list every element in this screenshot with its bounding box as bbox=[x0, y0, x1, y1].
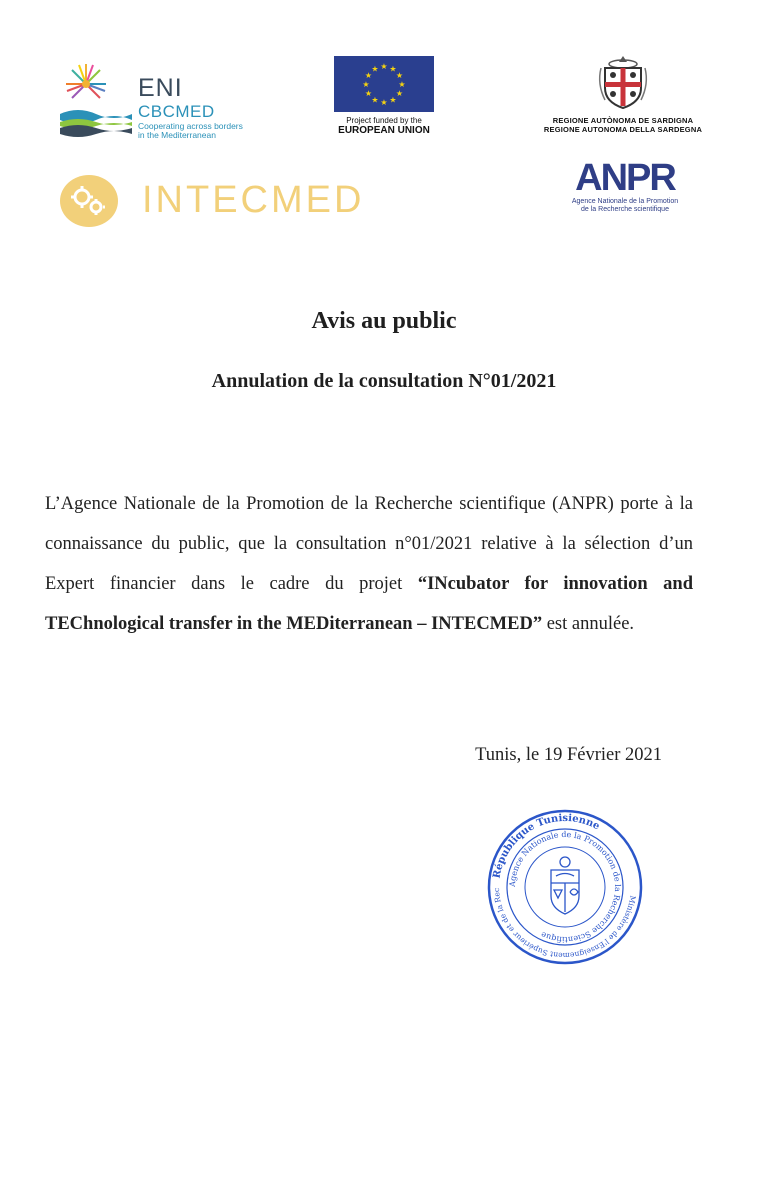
project-name: “INcubator for innovation and TEChnological transfer in the MEDiterranean – INTECMED” bbox=[45, 574, 693, 634]
eni-cbcmed-logo bbox=[60, 60, 260, 145]
eu-logo bbox=[330, 56, 438, 142]
eni-subtitle: CBCMED bbox=[138, 102, 215, 121]
eni-tagline-1: Cooperating across borders bbox=[138, 121, 243, 131]
svg-text:★: ★ bbox=[389, 64, 397, 74]
svg-text:★: ★ bbox=[364, 89, 373, 98]
notice-body bbox=[45, 484, 693, 644]
svg-text:★: ★ bbox=[389, 95, 397, 105]
sardegna-crest-icon bbox=[595, 54, 651, 110]
eu-flag-icon bbox=[334, 56, 434, 112]
notice-date: Tunis, le 19 Février 2021 bbox=[475, 745, 662, 765]
eu-caption-1: Project funded by the bbox=[346, 116, 422, 125]
anpr-subtitle-1: Agence Nationale de la Promotion bbox=[571, 198, 679, 205]
svg-text:★: ★ bbox=[398, 80, 406, 89]
sardegna-logo bbox=[528, 54, 718, 140]
eni-tagline-2: in the Mediterranean bbox=[138, 130, 216, 140]
coat-of-arms-icon bbox=[551, 857, 579, 914]
anpr-mark: ANPR bbox=[575, 157, 675, 199]
stamp-inner-ring: Agence Nationale de la Promotion de la Recherche Scientifique bbox=[507, 829, 623, 945]
anpr-logo bbox=[560, 158, 690, 224]
svg-text:★: ★ bbox=[380, 98, 388, 107]
svg-text:★: ★ bbox=[362, 80, 370, 89]
notice-subtitle: Annulation de la consultation N°01/2021 bbox=[211, 370, 557, 392]
stamp-outer-text bbox=[492, 813, 602, 879]
svg-text:★: ★ bbox=[395, 71, 404, 80]
stamp-outer-bottom: Ministère de l'Enseignement Supérieur et de la Rec bbox=[491, 887, 638, 961]
svg-text:★: ★ bbox=[395, 89, 404, 98]
body-text-part2: est annulée. bbox=[542, 614, 635, 634]
svg-text:★: ★ bbox=[380, 62, 388, 71]
gears-icon bbox=[60, 175, 118, 227]
anpr-subtitle bbox=[560, 198, 690, 214]
eu-caption-2: EUROPEAN UNION bbox=[338, 125, 430, 136]
eni-sun-icon bbox=[60, 60, 132, 140]
svg-text:★: ★ bbox=[371, 64, 379, 74]
eni-tagline bbox=[138, 122, 258, 140]
eni-title: ENI bbox=[138, 74, 183, 102]
intecmed-brand: INTECMED bbox=[142, 179, 365, 221]
intecmed-logo bbox=[60, 175, 380, 230]
anpr-subtitle-2: de la Recherche scientifique bbox=[581, 206, 669, 213]
stamp-outer-top: République Tunisienne bbox=[491, 812, 602, 880]
notice-title: Avis au public bbox=[311, 308, 457, 334]
sardegna-caption-1: REGIONE AUTÒNOMA DE SARDIGNA bbox=[552, 116, 694, 125]
svg-text:★: ★ bbox=[364, 71, 373, 80]
official-stamp bbox=[486, 808, 644, 966]
svg-text:★: ★ bbox=[371, 95, 379, 105]
sardegna-caption-2: REGIONE AUTONOMA DELLA SARDEGNA bbox=[543, 125, 703, 134]
body-text-part1: L’Agence Nationale de la Promotion de la Recherche scientifique (ANPR) porte à la connaissance du public, que la consultation n°01/2021 relative à la sélection d’un Expert financier dans le cadre du projet bbox=[45, 494, 693, 594]
